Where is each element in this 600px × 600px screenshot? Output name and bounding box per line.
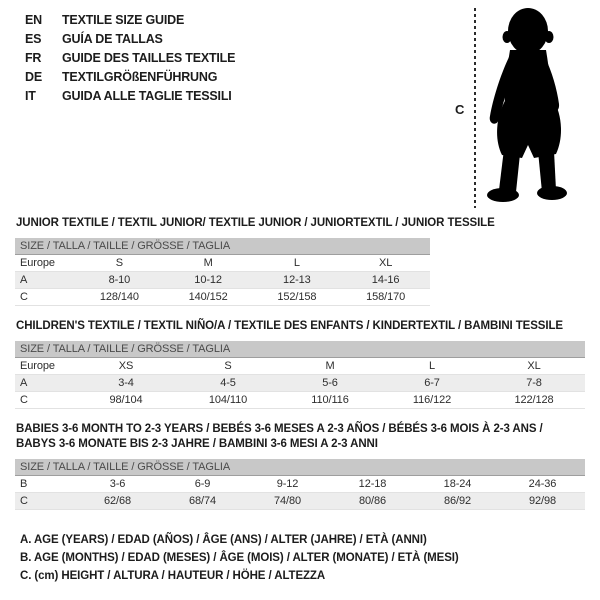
- legend-line: A. AGE (YEARS) / EDAD (AÑOS) / ÂGE (ANS) / ALTER (JAHRE) / ETÀ (ANNI): [20, 534, 427, 546]
- row-label: A: [20, 377, 28, 389]
- table-body: [15, 255, 585, 306]
- table-cell: L: [428, 360, 436, 372]
- table-cell: 24-36: [528, 478, 557, 490]
- table-cell: XS: [118, 360, 134, 372]
- table-cell: 8-10: [108, 274, 131, 286]
- size-table-section: [15, 422, 585, 510]
- language-row: [25, 30, 235, 49]
- table-cell: 3-4: [118, 377, 134, 389]
- language-row: [25, 11, 235, 30]
- table-row: [15, 493, 585, 510]
- tables: [15, 216, 585, 523]
- language-row: [25, 87, 235, 106]
- language-title: TEXTILGRÖßENFÜHRUNG: [62, 70, 218, 84]
- table-cell: 4-5: [220, 377, 236, 389]
- table-title-line: BABYS 3-6 MONATE BIS 2-3 JAHRE / BAMBINI 3-6 MESI A 2-3 ANNI: [16, 438, 378, 450]
- table-cell: S: [115, 257, 123, 269]
- language-list: [25, 11, 235, 106]
- language-title: GUIDA ALLE TAGLIE TESSILI: [62, 89, 232, 103]
- baby-silhouette-icon: [486, 4, 594, 212]
- table-row: [15, 255, 430, 272]
- table-title: [16, 216, 585, 231]
- language-code: FR: [25, 51, 42, 65]
- table-cell: 6-7: [424, 377, 440, 389]
- legend-line: C. (cm) HEIGHT / ALTURA / HAUTEUR / HÖHE / ALTEZZA: [20, 570, 326, 582]
- row-label: B: [20, 478, 28, 490]
- table-cell: L: [293, 257, 300, 269]
- table-cell: 98/104: [109, 394, 143, 406]
- table-cell: 110/116: [311, 394, 349, 406]
- table-body: [15, 358, 585, 409]
- height-dashed-line: [474, 8, 476, 208]
- row-label: C: [20, 291, 28, 303]
- table-row: [15, 375, 585, 392]
- table-cell: 68/74: [188, 495, 217, 507]
- language-title: GUIDE DES TAILLES TEXTILE: [62, 51, 236, 65]
- size-header-bar: SIZE / TALLA / TAILLE / GRÖSSE / TAGLIA: [15, 238, 430, 255]
- table-cell: 152/158: [277, 291, 317, 303]
- table-cell: XL: [378, 257, 393, 269]
- table-cell: 3-6: [109, 478, 126, 490]
- language-code: IT: [25, 89, 36, 103]
- language-title: GUÍA DE TALLAS: [62, 32, 163, 46]
- legend: [20, 531, 459, 585]
- table-cell: 14-16: [371, 274, 400, 286]
- table-row: [15, 358, 585, 375]
- table-cell: 12-13: [283, 274, 311, 286]
- row-label: Europe: [20, 360, 55, 372]
- table-body: [15, 476, 585, 510]
- table-cell: S: [224, 360, 232, 372]
- table-title-line: BABIES 3-6 MONTH TO 2-3 YEARS / BEBÉS 3-6 MESES A 2-3 AÑOS / BÉBÉS 3-6 MOIS À 2-3 ANS /: [16, 423, 543, 435]
- size-header-bar: SIZE / TALLA / TAILLE / GRÖSSE / TAGLIA: [15, 459, 585, 476]
- table-cell: 10-12: [194, 274, 222, 286]
- table-cell: 62/68: [103, 495, 132, 507]
- language-code: DE: [25, 70, 42, 84]
- table-row: [15, 392, 585, 409]
- table-title: [16, 319, 585, 334]
- table-cell: 18-24: [443, 478, 472, 490]
- table-cell: 122/128: [514, 394, 554, 406]
- table-cell: XL: [527, 360, 541, 372]
- table-cell: 92/98: [528, 495, 557, 507]
- table-row: [15, 272, 430, 289]
- language-row: [25, 49, 235, 68]
- table-row: [15, 289, 430, 306]
- language-code: ES: [25, 32, 42, 46]
- table-cell: 80/86: [358, 495, 387, 507]
- table-cell: 86/92: [443, 495, 472, 507]
- table-title-line: JUNIOR TEXTILE / TEXTIL JUNIOR/ TEXTILE JUNIOR / JUNIORTEXTIL / JUNIOR TESSILE: [16, 217, 495, 229]
- size-header-bar: SIZE / TALLA / TAILLE / GRÖSSE / TAGLIA: [15, 341, 585, 358]
- table-cell: 128/140: [99, 291, 139, 303]
- table-title-line: CHILDREN'S TEXTILE / TEXTIL NIÑO/A / TEXTILE DES ENFANTS / KINDERTEXTIL / BAMBINI TESSILE: [16, 320, 563, 332]
- row-label: C: [20, 495, 28, 507]
- height-figure: [450, 4, 598, 212]
- table-cell: 116/122: [412, 394, 452, 406]
- table-row: [15, 476, 585, 493]
- legend-line: B. AGE (MONTHS) / EDAD (MESES) / ÂGE (MOIS) / ALTER (MONATE) / ETÀ (MESI): [20, 552, 459, 564]
- table-cell: 12-18: [358, 478, 387, 490]
- table-cell: 6-9: [194, 478, 211, 490]
- table-cell: 104/110: [208, 394, 248, 406]
- language-code: EN: [25, 13, 42, 27]
- row-label: C: [20, 394, 28, 406]
- row-label: A: [20, 274, 28, 286]
- table-title: [16, 422, 585, 452]
- size-table-section: [15, 319, 585, 409]
- row-label: Europe: [20, 257, 55, 269]
- table-cell: M: [325, 360, 335, 372]
- table-cell: 140/152: [188, 291, 228, 303]
- table-cell: 9-12: [276, 478, 299, 490]
- table-cell: 5-6: [322, 377, 338, 389]
- table-cell: M: [203, 257, 213, 269]
- size-table-section: [15, 216, 585, 306]
- table-cell: 7-8: [526, 377, 542, 389]
- height-label: C: [455, 102, 465, 117]
- language-row: [25, 68, 235, 87]
- table-cell: 158/170: [366, 291, 406, 303]
- language-title: TEXTILE SIZE GUIDE: [62, 13, 185, 27]
- table-cell: 74/80: [273, 495, 302, 507]
